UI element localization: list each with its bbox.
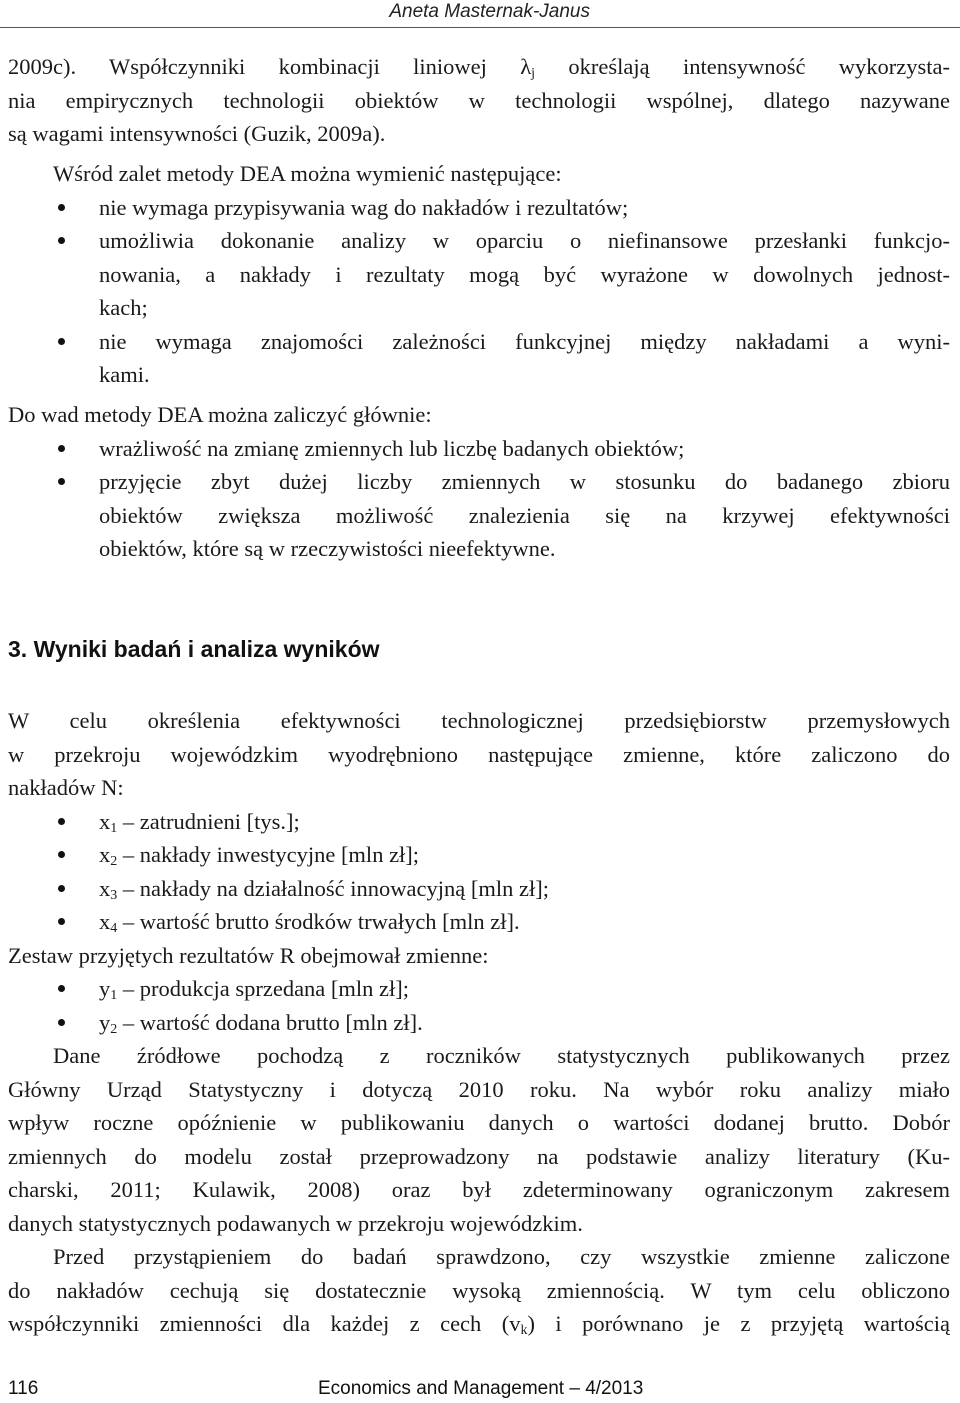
list-item-input-variable: $x_1$ – zatrudnieni [tys.]; (8, 805, 950, 839)
intro-paragraph (8, 50, 950, 151)
list-item: przyjęcie zbyt dużej liczby zmiennych w stosunku do badanego zbioru obiektów zwiększa możliwość znalezienia się na krzywej efektywności obiektów, które są w rzeczywistości nieefektywne. (8, 465, 950, 566)
list-item: nie wymaga znajomości zależności funkcyjnej między nakładami a wyni- kami. (8, 325, 950, 392)
list-item-output-variable: $y_1$ – produkcja sprzedana [mln zł]; (8, 972, 950, 1006)
running-header-author: Aneta Masternak-Janus (389, 1, 590, 22)
journal-footer: Economics and Management – 4/2013 (318, 1378, 644, 1399)
list-item-input-variable: $x_3$ – nakłady na działalność innowacyjną [mln zł]; (8, 872, 950, 906)
outputs-intro: Zestaw przyjętych rezultatów R obejmował zmienne: (8, 942, 489, 968)
text-line: nia empirycznych technologii obiektów w technologii wspólnej, dlatego nazywane (8, 87, 950, 113)
list-item-input-variable: $x_2$ – nakłady inwestycyjne [mln zł]; (8, 838, 950, 872)
advantages-section (8, 157, 950, 392)
text-line: 2009c). Współczynniki kombinacji liniowej $\lambda_j$ określają intensywność wykorzysta- (8, 54, 950, 81)
inputs-section (8, 704, 950, 1341)
header-rule (0, 27, 960, 28)
paragraph-data-sources: Dane źródłowe pochodzą z roczników statystycznych publikowanych przez Główny Urząd Statystyczny i dotyczą 2010 roku. Na wybór roku analizy miało wpływ roczne opóźnienie w publikowaniu danych o wartości dodanej brutto. Dobór zmiennych do modelu został przeprowadzony na podstawie analizy literatury (Ku- charski, 2011; Kulawik, 2008) oraz był zdeterminowany ograniczonym zakresem danych statystycznych podawanych w przekroju wojewódzkim. (8, 1043, 950, 1236)
text-line: w przekroju wojewódzkim wyodrębniono następujące zmienne, które zaliczono do (8, 741, 950, 767)
disadvantages-intro: Do wad metody DEA można zaliczyć głównie: (8, 402, 432, 427)
text-line: W celu określenia efektywności technologicznej przedsiębiorstw przemysłowych (8, 708, 950, 733)
list-item-input-variable: $x_4$ – wartość brutto środków trwałych [mln zł]. (8, 905, 950, 939)
bullet-icon (58, 918, 65, 925)
list-item: wrażliwość na zmianę zmiennych lub liczbę badanych obiektów; (8, 432, 950, 466)
list-item: umożliwia dokonanie analizy w oparciu o niefinansowe przesłanki funkcjo- nowania, a nakłady i rezultaty mogą być wyrażone w dowolnych jednost- kach; (8, 224, 950, 325)
bullet-icon (58, 338, 65, 345)
text-line: są wagami intensywności (Guzik, 2009a). (8, 121, 386, 146)
bullet-icon (58, 237, 65, 244)
bullet-icon (58, 204, 65, 211)
bullet-icon (58, 885, 65, 892)
bullet-icon (58, 445, 65, 452)
disadvantages-section (8, 398, 950, 566)
list-item-output-variable: $y_2$ – wartość dodana brutto [mln zł]. (8, 1006, 950, 1040)
bullet-icon (58, 851, 65, 858)
bullet-icon (58, 478, 65, 485)
paragraph-variability: Przed przystąpieniem do badań sprawdzono, czy wszystkie zmienne zaliczone do nakładów cechują się dostatecznie wysoką zmiennością. W tym celu obliczono współczynniki zmienności dla każdej z cech $(v_k)$ i porównano je z przyjętą wartością (8, 1244, 950, 1338)
bullet-icon (58, 985, 65, 992)
advantages-intro: Wśród zalet metody DEA można wymienić następujące: (53, 161, 562, 186)
page-number: 116 (8, 1378, 39, 1399)
section-heading: 3. Wyniki badań i analiza wyników (8, 636, 380, 662)
bullet-icon (58, 1019, 65, 1026)
list-item: nie wymaga przypisywania wag do nakładów i rezultatów; (8, 191, 950, 225)
bullet-icon (58, 818, 65, 825)
text-line: nakładów N: (8, 775, 124, 800)
